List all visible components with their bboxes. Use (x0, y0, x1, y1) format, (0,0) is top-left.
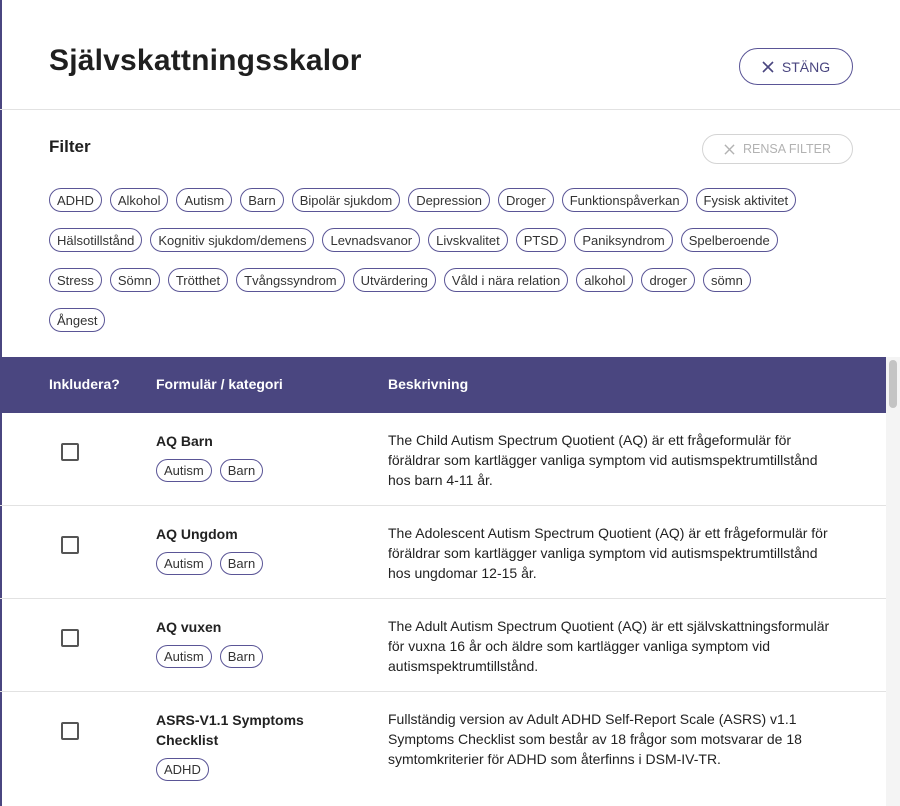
form-name: AQ vuxen (156, 619, 222, 635)
chip-row (49, 308, 849, 332)
clear-filter-button[interactable] (702, 134, 853, 164)
column-header-form: Formulär / kategori (156, 376, 283, 392)
table-body (0, 413, 886, 804)
filter-chip[interactable]: Paniksyndrom (574, 228, 672, 252)
filter-chip[interactable]: Utvärdering (353, 268, 436, 292)
close-button[interactable] (739, 48, 853, 85)
include-checkbox[interactable] (61, 722, 79, 740)
close-icon (724, 144, 735, 155)
chip-row (49, 228, 849, 252)
category-tag: ADHD (156, 758, 209, 781)
form-name: ASRS-V1.1 Symptoms Checklist (156, 712, 304, 748)
table-row (0, 506, 886, 599)
filter-chip[interactable]: Bipolär sjukdom (292, 188, 401, 212)
filter-chip[interactable]: Depression (408, 188, 490, 212)
form-tags (156, 459, 263, 482)
clear-filter-label: RENSA FILTER (743, 142, 831, 156)
chip-row (49, 188, 849, 212)
column-header-include: Inkludera? (49, 376, 120, 392)
chip-row (49, 268, 849, 292)
form-tags (156, 758, 209, 781)
filter-chip[interactable]: Ångest (49, 308, 105, 332)
filter-chip[interactable]: droger (641, 268, 695, 292)
form-description: The Adolescent Autism Spectrum Quotient (AQ) är ett frågeformulär för föräldrar som kartlägger vanliga symptom vid autismspektrumtillstånd hos ungdomar 12-15 år. (388, 525, 828, 581)
form-description: The Adult Autism Spectrum Quotient (AQ) är ett självskattningsformulär för vuxna 16 år och äldre som kartlägger vanliga symptom vid autismspektrumtillstånd. (388, 618, 830, 674)
category-tag: Autism (156, 459, 212, 482)
close-icon (762, 61, 774, 73)
filter-chip[interactable]: Fysisk aktivitet (696, 188, 797, 212)
table-header (0, 357, 886, 413)
form-description: Fullständig version av Adult ADHD Self-Report Scale (ASRS) v1.1 Symptoms Checklist som består av 18 frågor som motsvarar de 18 symtomkriterier för ADHD som återfinns i DSM-IV-TR. (388, 711, 802, 767)
scrollbar[interactable] (886, 357, 900, 806)
filter-chip[interactable]: Livskvalitet (428, 228, 508, 252)
category-tag: Barn (220, 459, 263, 482)
filter-heading: Filter (49, 137, 91, 156)
category-tag: Barn (220, 552, 263, 575)
filter-chip[interactable]: Sömn (110, 268, 160, 292)
filter-chip[interactable]: PTSD (516, 228, 567, 252)
form-name: AQ Ungdom (156, 526, 238, 542)
filter-chip[interactable]: sömn (703, 268, 751, 292)
table-row (0, 599, 886, 692)
include-checkbox[interactable] (61, 443, 79, 461)
form-tags (156, 552, 263, 575)
modal-title: Självskattningsskalor (49, 44, 362, 77)
filter-chip[interactable]: Autism (176, 188, 232, 212)
filter-chip[interactable]: Kognitiv sjukdom/demens (150, 228, 314, 252)
form-tags (156, 645, 263, 668)
filter-chip[interactable]: Tvångssyndrom (236, 268, 344, 292)
form-name: AQ Barn (156, 433, 213, 449)
filter-chip[interactable]: Droger (498, 188, 554, 212)
filter-chip[interactable]: Barn (240, 188, 283, 212)
filter-chips (49, 188, 849, 348)
include-checkbox[interactable] (61, 536, 79, 554)
filter-chip[interactable]: Stress (49, 268, 102, 292)
filter-chip[interactable]: Funktionspåverkan (562, 188, 688, 212)
category-tag: Barn (220, 645, 263, 668)
table-row (0, 692, 886, 804)
column-header-description: Beskrivning (388, 376, 469, 392)
filter-chip[interactable]: Levnadsvanor (322, 228, 420, 252)
scrollbar-thumb[interactable] (889, 360, 897, 408)
filter-chip[interactable]: alkohol (576, 268, 633, 292)
filter-chip[interactable]: Trötthet (168, 268, 228, 292)
category-tag: Autism (156, 552, 212, 575)
close-button-label: STÄNG (781, 58, 831, 75)
filter-chip[interactable]: Spelberoende (681, 228, 778, 252)
table-row (0, 413, 886, 506)
filter-chip[interactable]: ADHD (49, 188, 102, 212)
filter-chip[interactable]: Hälsotillstånd (49, 228, 142, 252)
modal-header (0, 0, 900, 110)
filter-chip[interactable]: Alkohol (110, 188, 169, 212)
filter-chip[interactable]: Våld i nära relation (444, 268, 568, 292)
category-tag: Autism (156, 645, 212, 668)
include-checkbox[interactable] (61, 629, 79, 647)
form-description: The Child Autism Spectrum Quotient (AQ) är ett frågeformulär för föräldrar som kartlägger vanliga symptom vid autismspektrumtillstånd hos barn 4-11 år. (388, 432, 818, 488)
